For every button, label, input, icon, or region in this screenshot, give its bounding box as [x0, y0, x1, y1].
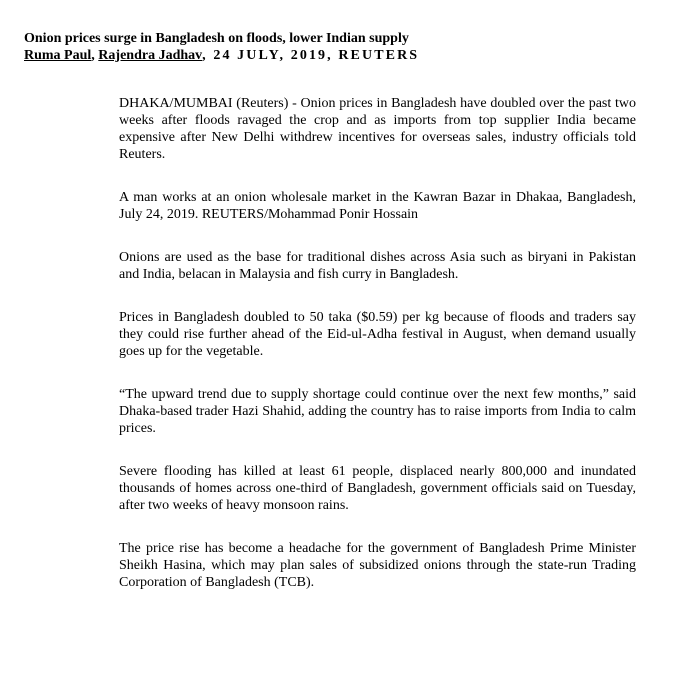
article-dateline: , 24 JULY, 2019, REUTERS: [202, 48, 420, 63]
article-paragraph-photo-caption: A man works at an onion wholesale market in the Kawran Bazar in Dhakaa, Bangladesh, July 24, 2019. REUTERS/Mohammad Ponir Hossain: [119, 190, 636, 222]
author-link-ruma-paul[interactable]: Ruma Paul: [24, 48, 92, 63]
article-paragraph-trader-quote: “The upward trend due to supply shortage could continue over the next few months,” said Dhaka-based trader Hazi Shahid, adding the country has to raise imports from India to calm prices.: [119, 387, 636, 436]
article-paragraph-onion-dishes: Onions are used as the base for traditional dishes across Asia such as biryani in Pakistan and India, belacan in Malaysia and fish curry in Bangladesh.: [119, 250, 636, 282]
article-byline: [24, 47, 419, 64]
article-headline: Onion prices surge in Bangladesh on floods, lower Indian supply: [24, 31, 409, 46]
article-body: [119, 95, 636, 591]
article-paragraph-government: The price rise has become a headache for the government of Bangladesh Prime Minister Sheikh Hasina, which may plan sales of subsidized onions through the state-run Trading Corporation of Bangladesh (TCB).: [119, 541, 636, 590]
author-separator: ,: [91, 48, 99, 63]
article-paragraph-lede: DHAKA/MUMBAI (Reuters) - Onion prices in Bangladesh have doubled over the past two weeks after floods ravaged the crop and as imports from top supplier India became expensive after New Delhi withdrew incentives for overseas sales, industry officials told Reuters.: [119, 96, 636, 162]
article-paragraph-flooding: Severe flooding has killed at least 61 people, displaced nearly 800,000 and inundated thousands of homes across one-third of Bangladesh, government officials said on Tuesday, after two weeks of heavy monsoon rains.: [119, 464, 636, 513]
article-paragraph-prices: Prices in Bangladesh doubled to 50 taka ($0.59) per kg because of floods and traders say they could rise further ahead of the Eid-ul-Adha festival in August, when demand usually goes up for the vegetable.: [119, 310, 636, 359]
author-link-rajendra-jadhav[interactable]: Rajendra Jadhav: [98, 48, 203, 63]
